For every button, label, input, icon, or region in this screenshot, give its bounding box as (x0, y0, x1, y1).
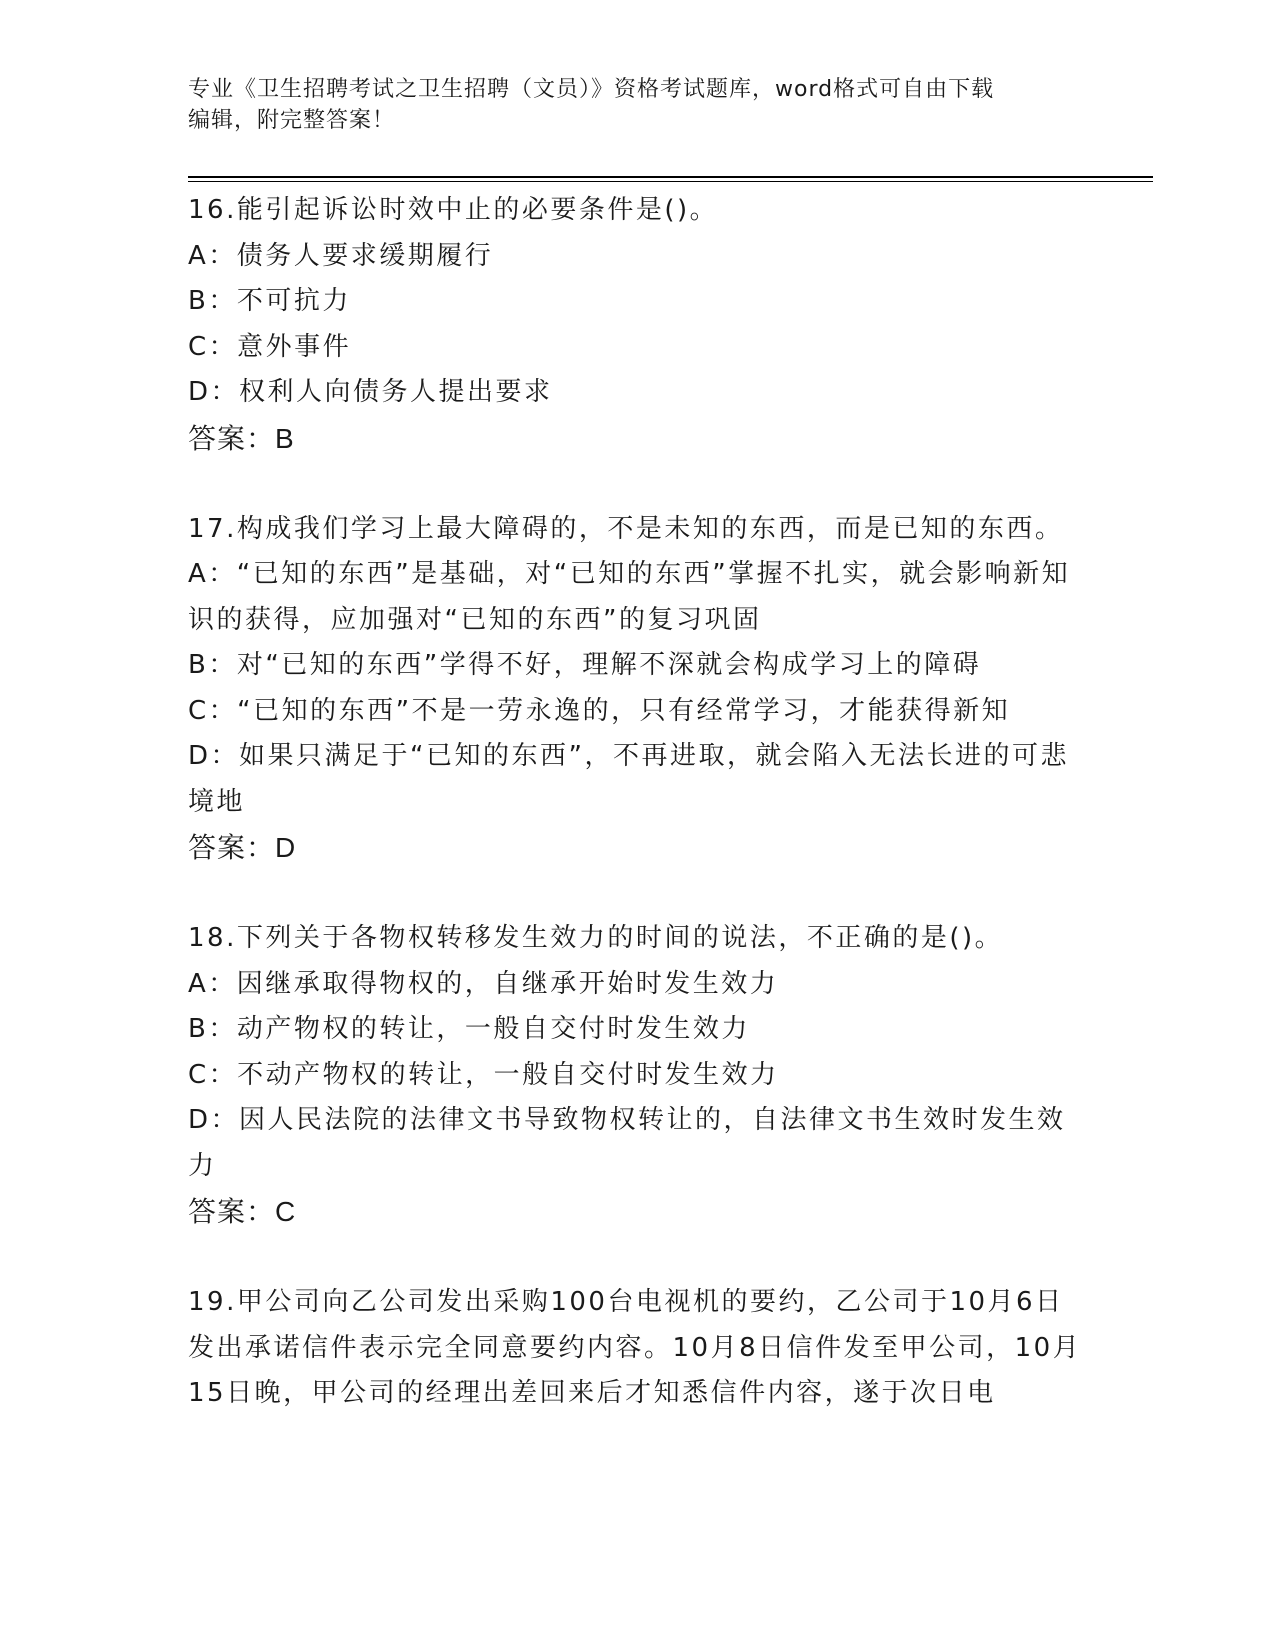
header-divider-thick (188, 176, 1153, 178)
question-16 (188, 188, 1088, 461)
option-d: D：如果只满足于“已知的东西”，不再进取，就会陷入无法长进的可悲境地 (188, 741, 1069, 817)
question-stem: 17.构成我们学习上最大障碍的，不是未知的东西，而是已知的东西。 (188, 513, 1064, 544)
header-line-2: 编辑，附完整答案！ (188, 108, 396, 133)
question-stem: 19.甲公司向乙公司发出采购100台电视机的要约，乙公司于10月6日发出承诺信件表示完全同意要约内容。10月8日信件发至甲公司，10月15日晚，甲公司的经理出差回来后才知悉信件内容，遂于次日电 (188, 1287, 1082, 1408)
option-c: C：不动产物权的转让，一般自交付时发生效力 (188, 1059, 779, 1090)
question-stem: 18.下列关于各物权转移发生效力的时间的说法，不正确的是()。 (188, 923, 1004, 953)
answer-label: 答案：C (188, 1196, 297, 1227)
question-stem: 16.能引起诉讼时效中止的必要条件是()。 (188, 195, 719, 225)
question-18 (188, 916, 1088, 1235)
option-a: A：债务人要求缓期履行 (188, 240, 494, 271)
header-divider-thin (188, 181, 1153, 182)
answer-label: 答案：B (188, 422, 295, 454)
header-line-1: 专业《卫生招聘考试之卫生招聘（文员）》资格考试题库，word格式可自由下载 (188, 77, 995, 102)
option-b: B：对“已知的东西”学得不好，理解不深就会构成学习上的障碍 (188, 650, 982, 680)
question-list (188, 188, 1088, 1462)
question-17 (188, 507, 1088, 871)
question-19 (188, 1280, 1088, 1417)
option-b: B：不可抗力 (188, 286, 351, 316)
option-b: B：动产物权的转让，一般自交付时发生效力 (188, 1014, 750, 1044)
option-c: C：“已知的东西”不是一劳永逸的，只有经常学习，才能获得新知 (188, 695, 1011, 726)
option-a: A：因继承取得物权的，自继承开始时发生效力 (188, 968, 779, 999)
option-c: C：意外事件 (188, 331, 352, 362)
answer-label: 答案：D (188, 832, 297, 863)
option-d: D：因人民法院的法律文书导致物权转让的，自法律文书生效时发生效力 (188, 1105, 1066, 1181)
option-d: D：权利人向债务人提出要求 (188, 377, 553, 407)
document-header (188, 74, 1068, 136)
option-a: A：“已知的东西”是基础，对“已知的东西”掌握不扎实，就会影响新知识的获得，应加强对“已知的东西”的复习巩固 (188, 559, 1071, 635)
